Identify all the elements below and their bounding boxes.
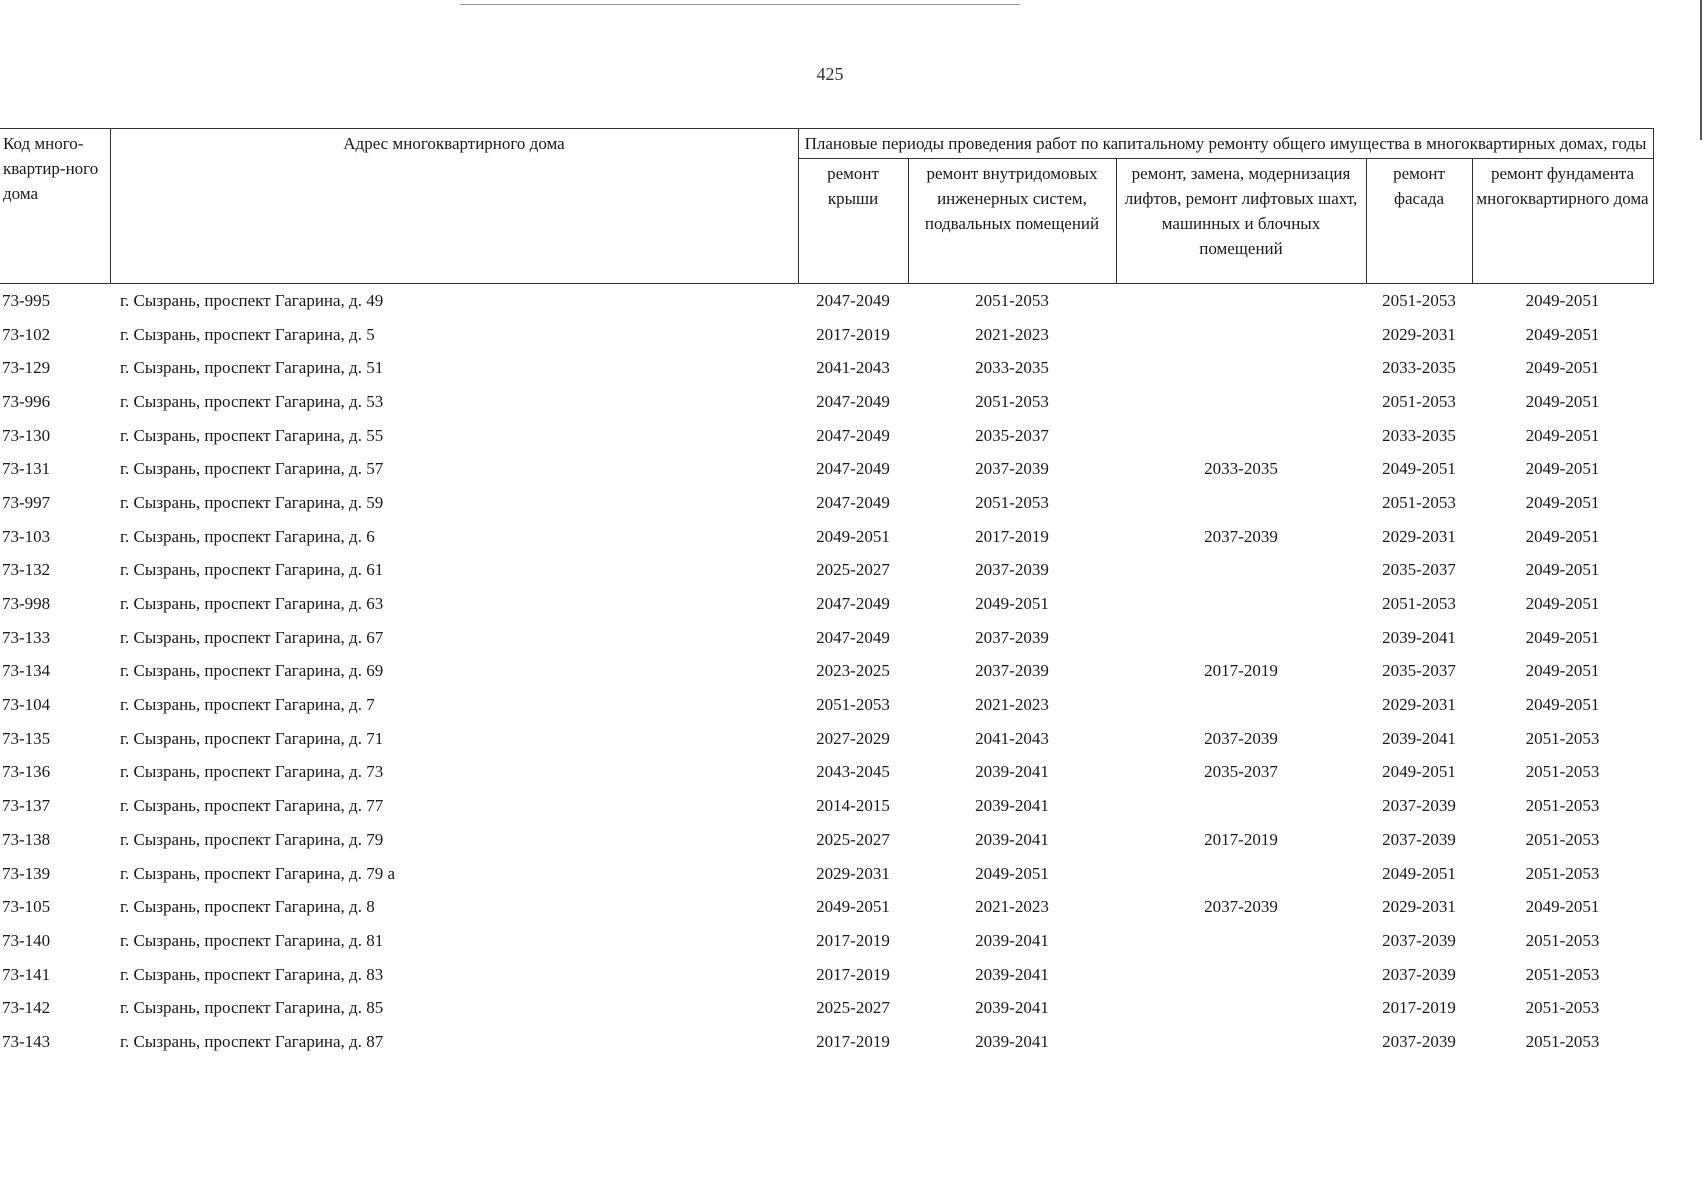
table-row bbox=[0, 857, 1653, 891]
cell-address: г. Сызрань, проспект Гагарина, д. 8 bbox=[120, 897, 375, 917]
cell-roof: 2047-2049 bbox=[816, 492, 890, 512]
cell-foundation: 2051-2053 bbox=[1525, 728, 1600, 748]
cell-code: 73-138 bbox=[2, 829, 51, 849]
cell-foundation: 2049-2051 bbox=[1525, 324, 1600, 344]
cell-foundation: 2049-2051 bbox=[1525, 695, 1600, 715]
cell-engineering: 2051-2053 bbox=[975, 391, 1049, 411]
cell-elevators bbox=[1116, 419, 1366, 453]
cell-roof: 2049-2051 bbox=[816, 897, 890, 917]
cell-elevators bbox=[1116, 857, 1366, 891]
cell-code: 73-997 bbox=[2, 492, 51, 512]
cell-facade: 2049-2051 bbox=[1382, 762, 1456, 782]
cell-foundation: 2049-2051 bbox=[1525, 425, 1600, 445]
cell-roof: 2047-2049 bbox=[816, 594, 890, 614]
cell-engineering: 2037-2039 bbox=[975, 661, 1049, 681]
cell-elevators bbox=[1116, 554, 1366, 588]
cell-foundation: 2051-2053 bbox=[1525, 863, 1600, 883]
cell-code: 73-143 bbox=[2, 1031, 51, 1051]
table-row bbox=[0, 958, 1653, 992]
cell-engineering: 2049-2051 bbox=[975, 863, 1049, 883]
table-body bbox=[0, 284, 1653, 1059]
cell-facade: 2049-2051 bbox=[1382, 459, 1456, 479]
table-row bbox=[0, 789, 1653, 823]
cell-facade: 2037-2039 bbox=[1382, 964, 1456, 984]
cell-foundation: 2051-2053 bbox=[1525, 796, 1600, 816]
cell-address: г. Сызрань, проспект Гагарина, д. 87 bbox=[120, 1031, 384, 1051]
table-row bbox=[0, 284, 1653, 318]
cell-code: 73-996 bbox=[2, 391, 51, 411]
cell-code: 73-141 bbox=[2, 964, 51, 984]
table-row bbox=[0, 318, 1653, 352]
cell-roof: 2017-2019 bbox=[816, 324, 890, 344]
cell-engineering: 2039-2041 bbox=[975, 964, 1049, 984]
table-row bbox=[0, 554, 1653, 588]
cell-engineering: 2049-2051 bbox=[975, 594, 1049, 614]
scan-right-edge bbox=[1700, 0, 1702, 140]
cell-foundation: 2051-2053 bbox=[1525, 930, 1600, 950]
cell-roof: 2049-2051 bbox=[816, 526, 890, 546]
cell-roof: 2043-2045 bbox=[816, 762, 890, 782]
cell-address: г. Сызрань, проспект Гагарина, д. 5 bbox=[120, 324, 375, 344]
cell-address: г. Сызрань, проспект Гагарина, д. 53 bbox=[120, 391, 384, 411]
cell-foundation: 2049-2051 bbox=[1525, 661, 1600, 681]
cell-code: 73-105 bbox=[2, 897, 51, 917]
cell-facade: 2029-2031 bbox=[1382, 897, 1456, 917]
cell-code: 73-131 bbox=[2, 459, 51, 479]
cell-elevators: 2037-2039 bbox=[1204, 526, 1278, 546]
table-row bbox=[0, 520, 1653, 554]
cell-elevators bbox=[1116, 385, 1366, 419]
page-number: 425 bbox=[816, 64, 844, 84]
cell-engineering: 2039-2041 bbox=[975, 998, 1049, 1018]
cell-elevators: 2035-2037 bbox=[1204, 762, 1278, 782]
repair-schedule-table-wrap bbox=[0, 128, 1654, 1059]
cell-roof: 2025-2027 bbox=[816, 998, 890, 1018]
cell-roof: 2025-2027 bbox=[816, 560, 890, 580]
cell-address: г. Сызрань, проспект Гагарина, д. 83 bbox=[120, 964, 384, 984]
cell-address: г. Сызрань, проспект Гагарина, д. 59 bbox=[120, 492, 384, 512]
cell-elevators bbox=[1116, 991, 1366, 1025]
cell-facade: 2029-2031 bbox=[1382, 526, 1456, 546]
cell-foundation: 2049-2051 bbox=[1525, 560, 1600, 580]
cell-elevators bbox=[1116, 958, 1366, 992]
cell-engineering: 2021-2023 bbox=[975, 897, 1049, 917]
cell-facade: 2029-2031 bbox=[1382, 324, 1456, 344]
cell-elevators bbox=[1116, 789, 1366, 823]
cell-elevators: 2017-2019 bbox=[1204, 661, 1278, 681]
cell-code: 73-135 bbox=[2, 728, 51, 748]
cell-elevators: 2017-2019 bbox=[1204, 829, 1278, 849]
cell-address: г. Сызрань, проспект Гагарина, д. 6 bbox=[120, 526, 375, 546]
cell-address: г. Сызрань, проспект Гагарина, д. 67 bbox=[120, 627, 384, 647]
table-row bbox=[0, 486, 1653, 520]
cell-facade: 2029-2031 bbox=[1382, 695, 1456, 715]
cell-elevators bbox=[1116, 318, 1366, 352]
cell-elevators bbox=[1116, 1025, 1366, 1059]
cell-address: г. Сызрань, проспект Гагарина, д. 81 bbox=[120, 930, 384, 950]
cell-roof: 2047-2049 bbox=[816, 290, 890, 310]
cell-facade: 2037-2039 bbox=[1382, 1031, 1456, 1051]
cell-elevators bbox=[1116, 351, 1366, 385]
cell-elevators bbox=[1116, 688, 1366, 722]
table-row bbox=[0, 1025, 1653, 1059]
table-row bbox=[0, 688, 1653, 722]
cell-code: 73-104 bbox=[2, 695, 51, 715]
cell-engineering: 2039-2041 bbox=[975, 762, 1049, 782]
cell-engineering: 2021-2023 bbox=[975, 324, 1049, 344]
cell-foundation: 2049-2051 bbox=[1525, 594, 1600, 614]
cell-code: 73-139 bbox=[2, 863, 51, 883]
table-row bbox=[0, 621, 1653, 655]
cell-roof: 2051-2053 bbox=[816, 695, 890, 715]
cell-roof: 2025-2027 bbox=[816, 829, 890, 849]
cell-facade: 2017-2019 bbox=[1382, 998, 1456, 1018]
cell-foundation: 2051-2053 bbox=[1525, 964, 1600, 984]
cell-code: 73-137 bbox=[2, 796, 51, 816]
cell-facade: 2037-2039 bbox=[1382, 930, 1456, 950]
cell-foundation: 2051-2053 bbox=[1525, 762, 1600, 782]
cell-code: 73-995 bbox=[2, 290, 51, 310]
header-elevators: ремонт, замена, модернизация лифтов, ремонт лифтовых шахт, машинных и блочных помещений bbox=[1116, 159, 1366, 284]
cell-facade: 2033-2035 bbox=[1382, 425, 1456, 445]
cell-foundation: 2049-2051 bbox=[1525, 492, 1600, 512]
header-engineering: ремонт внутридомовых инженерных систем, подвальных помещений bbox=[908, 159, 1116, 284]
table-row bbox=[0, 385, 1653, 419]
cell-engineering: 2021-2023 bbox=[975, 695, 1049, 715]
cell-address: г. Сызрань, проспект Гагарина, д. 69 bbox=[120, 661, 384, 681]
cell-code: 73-142 bbox=[2, 998, 51, 1018]
cell-foundation: 2049-2051 bbox=[1525, 459, 1600, 479]
header-roof: ремонт крыши bbox=[798, 159, 908, 284]
cell-code: 73-102 bbox=[2, 324, 51, 344]
cell-roof: 2017-2019 bbox=[816, 1031, 890, 1051]
table-row bbox=[0, 890, 1653, 924]
cell-engineering: 2051-2053 bbox=[975, 290, 1049, 310]
cell-foundation: 2051-2053 bbox=[1525, 1031, 1600, 1051]
cell-foundation: 2049-2051 bbox=[1525, 290, 1600, 310]
header-facade: ремонт фасада bbox=[1366, 159, 1472, 284]
cell-elevators bbox=[1116, 284, 1366, 318]
cell-address: г. Сызрань, проспект Гагарина, д. 49 bbox=[120, 290, 384, 310]
table-row bbox=[0, 655, 1653, 689]
cell-engineering: 2039-2041 bbox=[975, 930, 1049, 950]
cell-roof: 2017-2019 bbox=[816, 930, 890, 950]
table-header bbox=[0, 129, 1653, 284]
cell-address: г. Сызрань, проспект Гагарина, д. 71 bbox=[120, 728, 384, 748]
table-row bbox=[0, 756, 1653, 790]
cell-facade: 2049-2051 bbox=[1382, 863, 1456, 883]
cell-roof: 2041-2043 bbox=[816, 358, 890, 378]
cell-roof: 2027-2029 bbox=[816, 728, 890, 748]
header-address: Адрес многоквартирного дома bbox=[110, 129, 798, 284]
cell-address: г. Сызрань, проспект Гагарина, д. 7 bbox=[120, 695, 375, 715]
cell-code: 73-132 bbox=[2, 560, 51, 580]
cell-engineering: 2037-2039 bbox=[975, 560, 1049, 580]
cell-facade: 2039-2041 bbox=[1382, 728, 1456, 748]
cell-code: 73-136 bbox=[2, 762, 51, 782]
cell-elevators: 2033-2035 bbox=[1204, 459, 1278, 479]
cell-code: 73-134 bbox=[2, 661, 51, 681]
cell-foundation: 2049-2051 bbox=[1525, 391, 1600, 411]
cell-address: г. Сызрань, проспект Гагарина, д. 79 а bbox=[120, 863, 396, 883]
repair-schedule-table bbox=[0, 128, 1654, 1059]
cell-code: 73-129 bbox=[2, 358, 51, 378]
cell-facade: 2051-2053 bbox=[1382, 594, 1456, 614]
table-row bbox=[0, 587, 1653, 621]
cell-roof: 2047-2049 bbox=[816, 459, 890, 479]
cell-facade: 2039-2041 bbox=[1382, 627, 1456, 647]
cell-facade: 2035-2037 bbox=[1382, 560, 1456, 580]
cell-address: г. Сызрань, проспект Гагарина, д. 63 bbox=[120, 594, 384, 614]
cell-engineering: 2041-2043 bbox=[975, 728, 1049, 748]
table-row bbox=[0, 991, 1653, 1025]
cell-address: г. Сызрань, проспект Гагарина, д. 55 bbox=[120, 425, 384, 445]
cell-elevators bbox=[1116, 587, 1366, 621]
cell-roof: 2014-2015 bbox=[816, 796, 890, 816]
cell-code: 73-103 bbox=[2, 526, 51, 546]
cell-facade: 2035-2037 bbox=[1382, 661, 1456, 681]
cell-elevators bbox=[1116, 621, 1366, 655]
cell-elevators bbox=[1116, 924, 1366, 958]
cell-roof: 2047-2049 bbox=[816, 627, 890, 647]
cell-engineering: 2039-2041 bbox=[975, 1031, 1049, 1051]
cell-code: 73-130 bbox=[2, 425, 51, 445]
cell-facade: 2051-2053 bbox=[1382, 290, 1456, 310]
cell-facade: 2037-2039 bbox=[1382, 796, 1456, 816]
cell-elevators: 2037-2039 bbox=[1204, 728, 1278, 748]
cell-address: г. Сызрань, проспект Гагарина, д. 79 bbox=[120, 829, 384, 849]
cell-foundation: 2049-2051 bbox=[1525, 897, 1600, 917]
cell-facade: 2051-2053 bbox=[1382, 391, 1456, 411]
cell-foundation: 2049-2051 bbox=[1525, 627, 1600, 647]
cell-engineering: 2039-2041 bbox=[975, 796, 1049, 816]
cell-engineering: 2051-2053 bbox=[975, 492, 1049, 512]
cell-foundation: 2049-2051 bbox=[1525, 526, 1600, 546]
cell-roof: 2029-2031 bbox=[816, 863, 890, 883]
cell-code: 73-133 bbox=[2, 627, 51, 647]
cell-address: г. Сызрань, проспект Гагарина, д. 57 bbox=[120, 459, 384, 479]
cell-address: г. Сызрань, проспект Гагарина, д. 85 bbox=[120, 998, 384, 1018]
table-row bbox=[0, 351, 1653, 385]
scan-top-line bbox=[460, 4, 1020, 5]
cell-engineering: 2037-2039 bbox=[975, 459, 1049, 479]
table-row bbox=[0, 419, 1653, 453]
cell-engineering: 2035-2037 bbox=[975, 425, 1049, 445]
cell-address: г. Сызрань, проспект Гагарина, д. 61 bbox=[120, 560, 384, 580]
cell-foundation: 2051-2053 bbox=[1525, 998, 1600, 1018]
cell-facade: 2051-2053 bbox=[1382, 492, 1456, 512]
header-code: Код много-квартир-ного дома bbox=[0, 129, 110, 284]
cell-engineering: 2039-2041 bbox=[975, 829, 1049, 849]
cell-roof: 2047-2049 bbox=[816, 391, 890, 411]
cell-engineering: 2033-2035 bbox=[975, 358, 1049, 378]
cell-facade: 2037-2039 bbox=[1382, 829, 1456, 849]
cell-code: 73-998 bbox=[2, 594, 51, 614]
cell-foundation: 2051-2053 bbox=[1525, 829, 1600, 849]
cell-code: 73-140 bbox=[2, 930, 51, 950]
cell-foundation: 2049-2051 bbox=[1525, 358, 1600, 378]
cell-roof: 2047-2049 bbox=[816, 425, 890, 445]
header-foundation: ремонт фундамента многоквартирного дома bbox=[1472, 159, 1653, 284]
cell-address: г. Сызрань, проспект Гагарина, д. 77 bbox=[120, 796, 384, 816]
cell-engineering: 2017-2019 bbox=[975, 526, 1049, 546]
cell-elevators: 2037-2039 bbox=[1204, 897, 1278, 917]
table-row bbox=[0, 722, 1653, 756]
table-row bbox=[0, 452, 1653, 486]
cell-engineering: 2037-2039 bbox=[975, 627, 1049, 647]
cell-roof: 2023-2025 bbox=[816, 661, 890, 681]
cell-address: г. Сызрань, проспект Гагарина, д. 51 bbox=[120, 358, 384, 378]
cell-roof: 2017-2019 bbox=[816, 964, 890, 984]
table-row bbox=[0, 823, 1653, 857]
cell-address: г. Сызрань, проспект Гагарина, д. 73 bbox=[120, 762, 384, 782]
table-row bbox=[0, 924, 1653, 958]
header-planned-periods: Плановые периоды проведения работ по капитальному ремонту общего имущества в многоквартирных домах, годы bbox=[798, 129, 1653, 159]
cell-elevators bbox=[1116, 486, 1366, 520]
cell-facade: 2033-2035 bbox=[1382, 358, 1456, 378]
